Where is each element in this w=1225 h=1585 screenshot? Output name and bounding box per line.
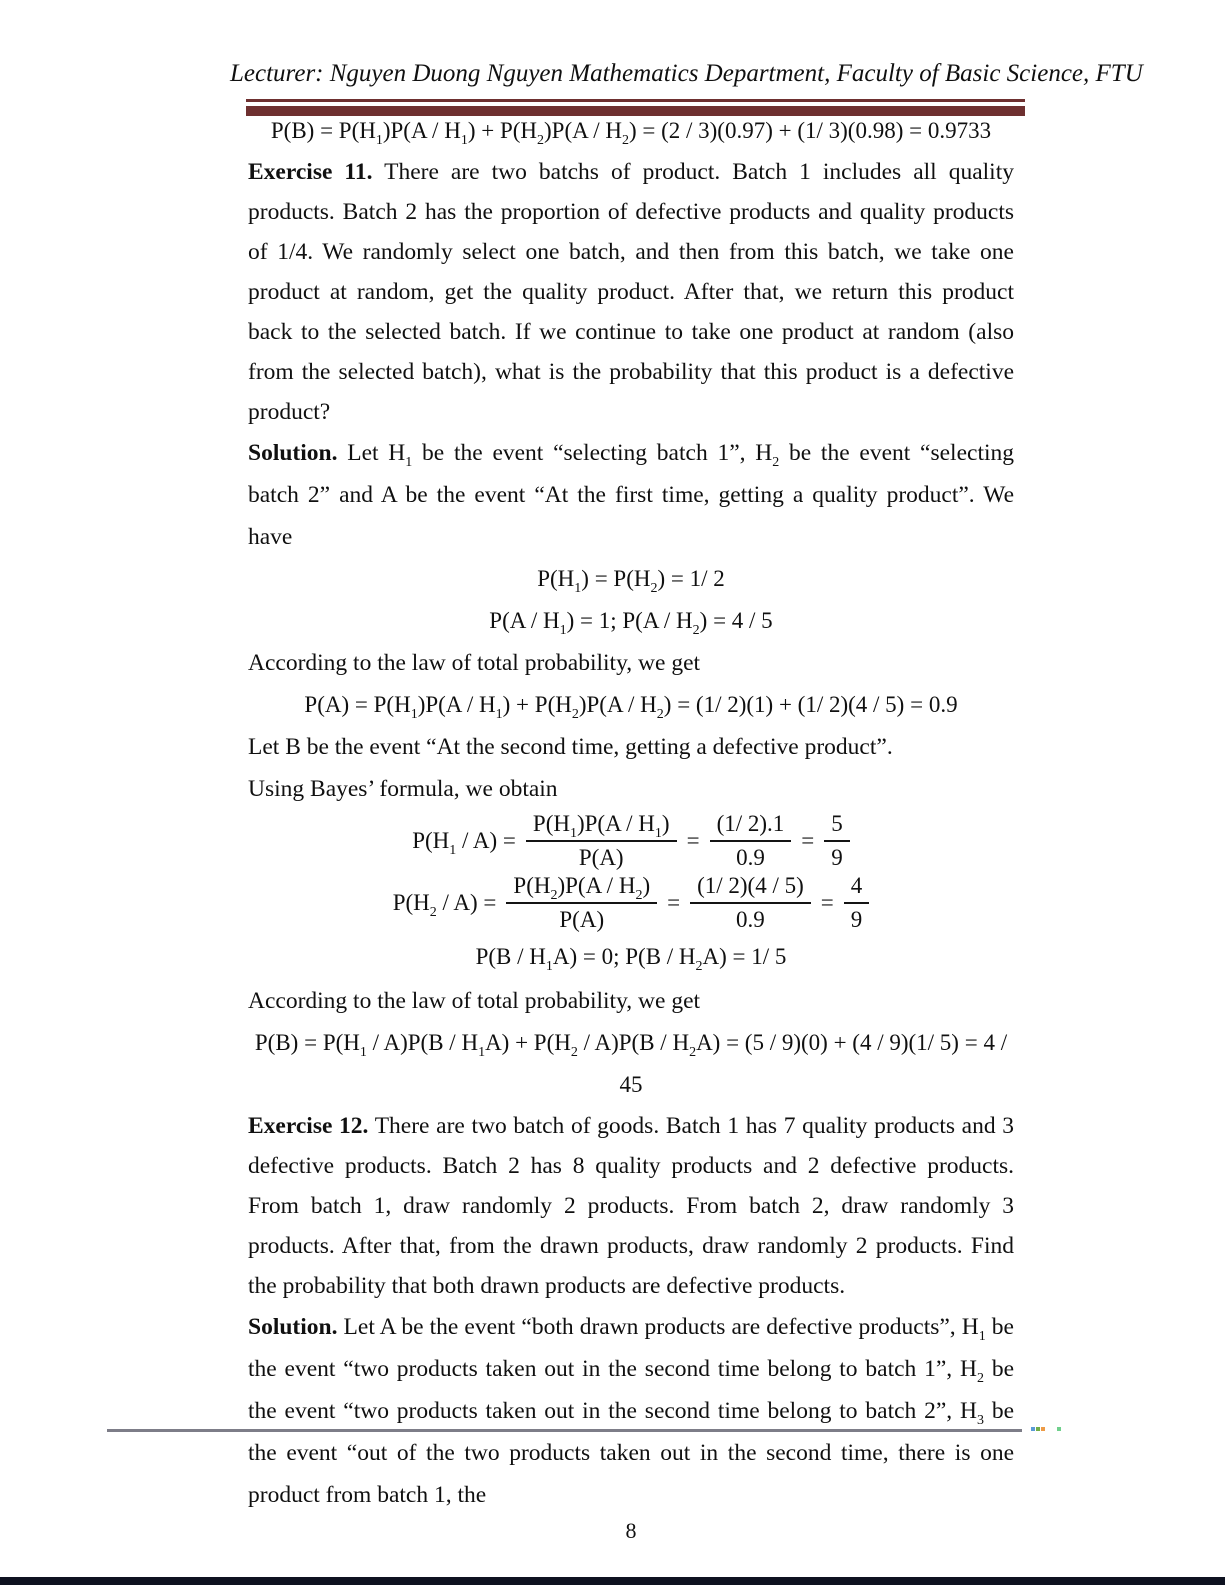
exercise-12-text: There are two batch of goods. Batch 1 has 7 quality products and 3 defective products. Batch 2 has 8 quality products and 2 defective products. From batch 1, draw randomly 2 products. From batch 2, draw randomly 3 products. After that, from the drawn products, draw randomly 2 products. Find the probability that both drawn products are defective products.	[248, 1113, 1015, 1299]
document-body	[248, 110, 1014, 1544]
bottom-edge-bar	[0, 1577, 1225, 1585]
formula-b-conditionals: $P(B / H_1A) = 0$; $P(B / H_2A) = 1/$ 5	[475, 944, 787, 974]
solution-12-paragraph	[248, 1306, 1014, 1516]
fraction	[526, 811, 677, 871]
total-probability-intro-1: According to the law of total probability, we get	[248, 650, 701, 676]
exercise-12-paragraph	[248, 1106, 1014, 1306]
fraction-numerator: $P(H_1)P(A / H_1)$	[526, 811, 677, 842]
fraction-numerator: (1/ 2).1	[710, 811, 792, 842]
fraction	[690, 873, 811, 933]
fraction-numerator: (1/ 2)(4 / 5)	[690, 873, 811, 904]
bayes-formula-h2	[248, 872, 1014, 934]
equals-sign: =	[801, 828, 815, 853]
fraction	[824, 811, 850, 871]
total-probability-intro-2: According to the law of total probability, we get	[248, 988, 701, 1014]
fraction-denominator: 0.9	[736, 845, 765, 870]
fraction-denominator: 9	[831, 845, 843, 870]
let-b-line: Let B be the event “At the second time, getting a defective product”.	[248, 734, 893, 760]
formula-pa: $P(A) = P(H_1)P(A / H_1) + P(H_2)P(A / H_2) = (1/$ 2)(1) + (1/ 2)(4 / 5) = 0.9	[304, 692, 958, 722]
equals-sign: =	[667, 890, 681, 915]
fraction	[710, 811, 792, 871]
speck-green-2	[1057, 1427, 1061, 1431]
formula-conditional-probabilities: $P(A / H_1) = 1$; $P(A / H_2) = 4 / 5$	[489, 608, 773, 638]
formula-total-probability-pb-1: $P(B) = P(H_1)P(A / H_1) + P(H_2)P(A / H_2) = (2 / 3)(0.97) + (1/$ 3)(0.98) = 0.9733	[270, 118, 992, 148]
solution-11-text: Let $H_1$ be the event “selecting batch 1”, $H_2$ be the event “selecting batch 2” and A be the event “At the first time, getting a quality product”. We have	[248, 440, 1014, 550]
fraction-numerator: 5	[824, 811, 850, 842]
formula-total-probability-pb-2: $P(B) = P(H_1 / A)P(B / H_1A) + P(H_2 / A)P(B / H_2A) = (5 / 9)(0) + (4 / 9)(1/$ 5) = 4 / 45	[254, 1030, 1008, 1097]
fraction	[506, 873, 657, 933]
bayes-intro-line: Using Bayes’ formula, we obtain	[248, 776, 558, 802]
footer-divider-line	[107, 1429, 1022, 1432]
page-number: 8	[625, 1518, 637, 1543]
speck-orange	[1041, 1427, 1045, 1431]
fraction-denominator: P(A)	[578, 845, 624, 870]
solution-12-label: Solution.	[248, 1314, 338, 1340]
fraction-denominator: 0.9	[736, 907, 765, 932]
bayes-formula-h1	[248, 810, 1014, 872]
bayes-h2-lhs: $P(H_2 / A)$ =	[392, 890, 497, 920]
fraction	[844, 873, 870, 933]
fraction-denominator: P(A)	[559, 907, 605, 932]
fraction-numerator: $P(H_2)P(A / H_2)$	[506, 873, 657, 904]
header-rule-thin-line	[246, 99, 1025, 102]
exercise-11-label: Exercise 11.	[248, 159, 373, 185]
fraction-denominator: 9	[850, 907, 863, 932]
speck-blue	[1031, 1427, 1035, 1431]
exercise-11-paragraph	[248, 152, 1014, 432]
speck-green	[1036, 1427, 1040, 1431]
formula-prior-probabilities: $P(H_1) = P(H_2) = 1/$ 2	[537, 566, 725, 596]
equals-sign: =	[820, 890, 834, 915]
exercise-11-text: There are two batchs of product. Batch 1 includes all quality products. Batch 2 has the proportion of defective products and quality products of 1/4. We randomly select one batch, and then from this batch, we take one product at random, get the quality product. After that, we return this product back to the selected batch. If we continue to take one product at random (also from the selected batch), what is the probability that this product is a defective product?	[248, 159, 1014, 425]
page-header: Lecturer: Nguyen Duong Nguyen Mathematics Department, Faculty of Basic Science, FTU	[230, 60, 1143, 87]
solution-11-paragraph	[248, 432, 1014, 558]
equals-sign: =	[686, 828, 700, 853]
solution-11-label: Solution.	[248, 440, 338, 466]
exercise-12-label: Exercise 12.	[248, 1113, 369, 1139]
fraction-numerator: 4	[844, 873, 870, 904]
bayes-h1-lhs: $P(H_1 / A)$ =	[412, 828, 516, 858]
solution-12-text: Let A be the event “both drawn products are defective products”, $H_1$ be the event “two products taken out in the second time belong to batch 1”, $H_2$ be the event “two products taken out in the second time belong to batch 2”, $H_3$ be the event “out of the two products taken out in the second time, there is one product from batch 1, the	[248, 1314, 1014, 1508]
